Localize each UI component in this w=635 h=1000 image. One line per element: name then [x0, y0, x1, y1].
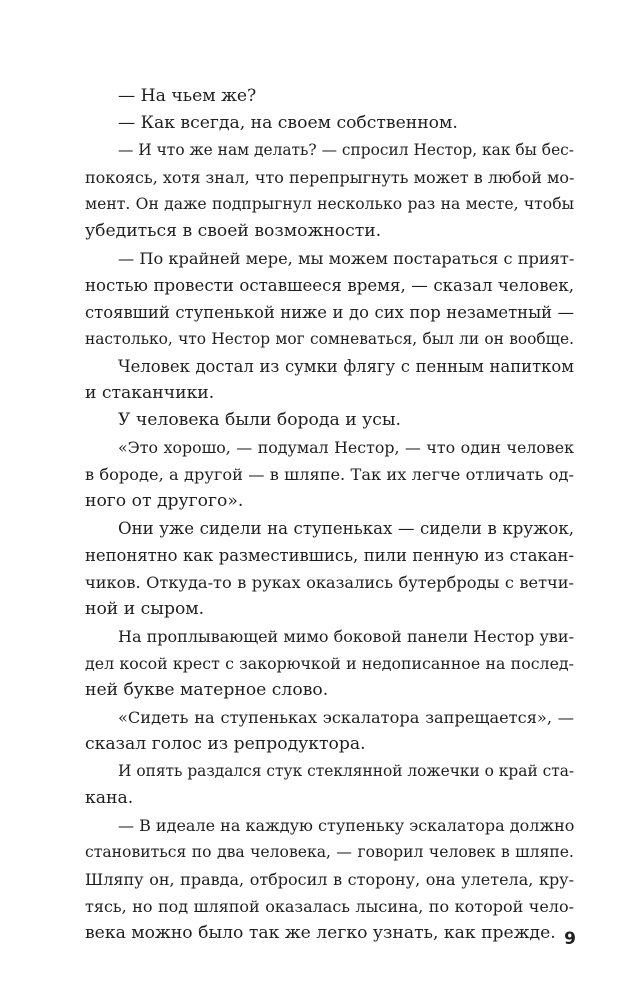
text-line: в бороде, а другой — в шляпе. Так их легче отличать од-: [85, 465, 574, 484]
text-line: ней букве матерное слово.: [85, 680, 329, 700]
text-line: Шляпу он, правда, отбросил в сторону, она улетела, кру-: [85, 870, 574, 889]
body-text: [85, 83, 574, 947]
text-line: Человек достал из сумки флягу с пенным напитком: [118, 357, 574, 376]
text-line: тясь, но под шляпой оказалась лысина, по которой чело-: [85, 897, 574, 916]
text-line: ного от другого».: [85, 491, 244, 511]
text-line: сказал голос из репродуктора.: [85, 734, 366, 754]
text-line: — Как всегда, на своем собственном.: [118, 113, 458, 133]
text-line: — По крайней мере, мы можем постараться с прият-: [118, 249, 575, 268]
text-line: мент. Он даже подпрыгнул несколько раз на месте, чтобы: [85, 195, 574, 213]
text-line: чиков. Откуда-то в руках оказались бутерброды с ветчи-: [85, 573, 574, 592]
text-line: ностью провести оставшееся время, — сказал человек,: [85, 276, 574, 295]
text-line: дел косой крест с закорючкой и недописанное на послед-: [85, 654, 574, 673]
text-line: — В идеале на каждую ступеньку эскалатора должно: [118, 816, 575, 835]
text-line: У человека были борода и усы.: [118, 410, 401, 430]
text-line: — На чьем же?: [118, 86, 257, 106]
text-line: покоясь, хотя знал, что перепрыгнуть может в любой мо-: [85, 168, 575, 187]
text-line: настолько, что Нестор мог сомневаться, был ли он вообще.: [85, 330, 574, 348]
text-line: На проплывающей мимо боковой панели Нестор уви-: [118, 627, 574, 646]
text-line: кана.: [85, 788, 134, 808]
text-line: ной и сыром.: [85, 599, 205, 619]
text-line: стоявший ступенькой ниже и до сих пор незаметный —: [85, 303, 574, 322]
text-line: «Сидеть на ступеньках эскалатора запрещается», —: [118, 708, 574, 727]
text-line: «Это хорошо, — подумал Нестор, — что один человек: [118, 438, 574, 457]
text-line: непонятно как разместившись, пили пенную из стакан-: [85, 546, 574, 565]
text-line: века можно было так же легко узнать, как прежде.: [85, 923, 556, 943]
text-line: убедиться в своей возможности.: [85, 221, 382, 241]
text-line: становиться по два человека, — говорил человек в шляпе.: [85, 843, 574, 861]
text-line: И опять раздался стук стеклянной ложечки о край ста-: [118, 762, 575, 780]
text-line: Они уже сидели на ступеньках — сидели в кружок,: [118, 519, 574, 538]
page-number: 9: [564, 929, 576, 949]
text-line: — И что же нам делать? — спросил Нестор, как бы бес-: [118, 141, 574, 159]
text-line: и стаканчики.: [85, 383, 215, 403]
